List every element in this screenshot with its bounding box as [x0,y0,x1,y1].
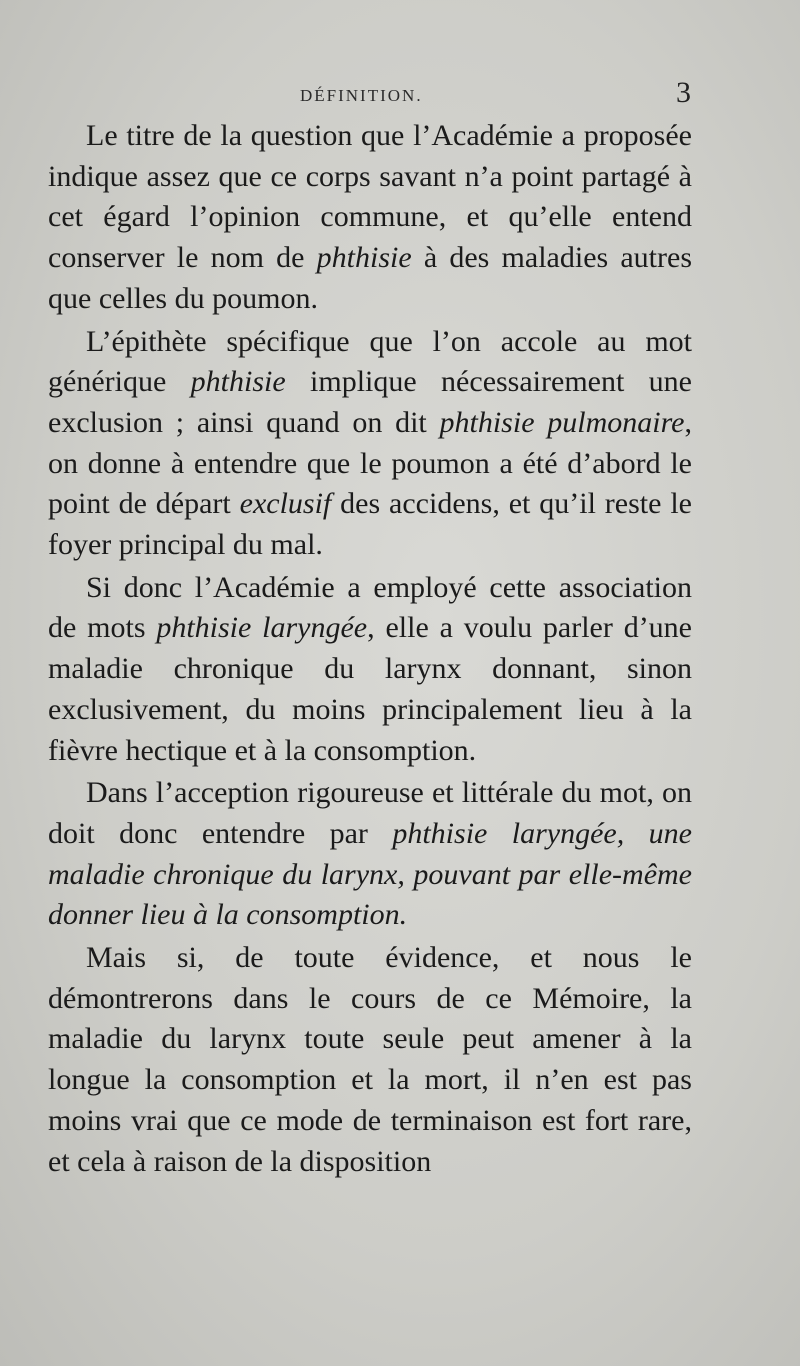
italic-term: phthisie [316,241,412,275]
text-segment: des accidens, et qu’il reste le foyer principal du mal. [48,487,692,562]
running-title: DÉFINITION. [300,86,423,105]
italic-term: phthisie [190,365,286,399]
paragraph-1 [48,116,692,320]
italic-term: phthisie pulmonaire [439,405,685,439]
text-segment: à des maladies autres que celles du poumon. [48,241,692,315]
paragraph-2 [48,322,692,566]
text-segment: Si donc l’Académie a employé cette association de mots [48,570,692,645]
page-number: 3 [676,76,691,109]
text-segment: , elle a voulu parler d’une maladie chronique du larynx donnant, sinon exclusivement, du moins principalement lieu à la fièvre hectique et à la consomption. [48,611,692,767]
italic-term: exclusif [239,487,332,521]
text-segment: L’épithète spécifique que l’on accole au mot générique [48,324,692,399]
italic-definition: phthisie laryngée, une maladie chronique du larynx, pouvant par elle-même donner lieu à la consomption. [48,816,692,932]
paragraph-5 [48,938,692,1182]
text-segment: Dans l’acception rigoureuse et littérale du mot, on doit donc entendre par [48,776,692,850]
text-segment: Mais si, de toute évidence, et nous le démontrerons dans le cours de ce Mémoire, la maladie du larynx toute seule peut amener à la longue la consomption et la mort, il n’en est pas moins vrai que ce mode de terminaison est fort rare, et cela à raison de la disposition [48,941,692,1178]
text-segment: , on donne à entendre que le poumon a été d’abord le point de départ [48,405,692,521]
paragraph-4 [48,773,692,936]
italic-term: phthisie laryngée [156,611,368,645]
paragraph-3 [48,568,692,772]
body-text [48,116,692,1182]
page-header [0,76,800,114]
text-segment: implique nécessairement une exclusion ; ainsi quand on dit [48,365,692,439]
text-segment: Le titre de la question que l’Académie a proposée indique assez que ce corps savant n’a point partagé à cet égard l’opinion commune, et qu’elle entend conserver le nom de [48,119,692,275]
